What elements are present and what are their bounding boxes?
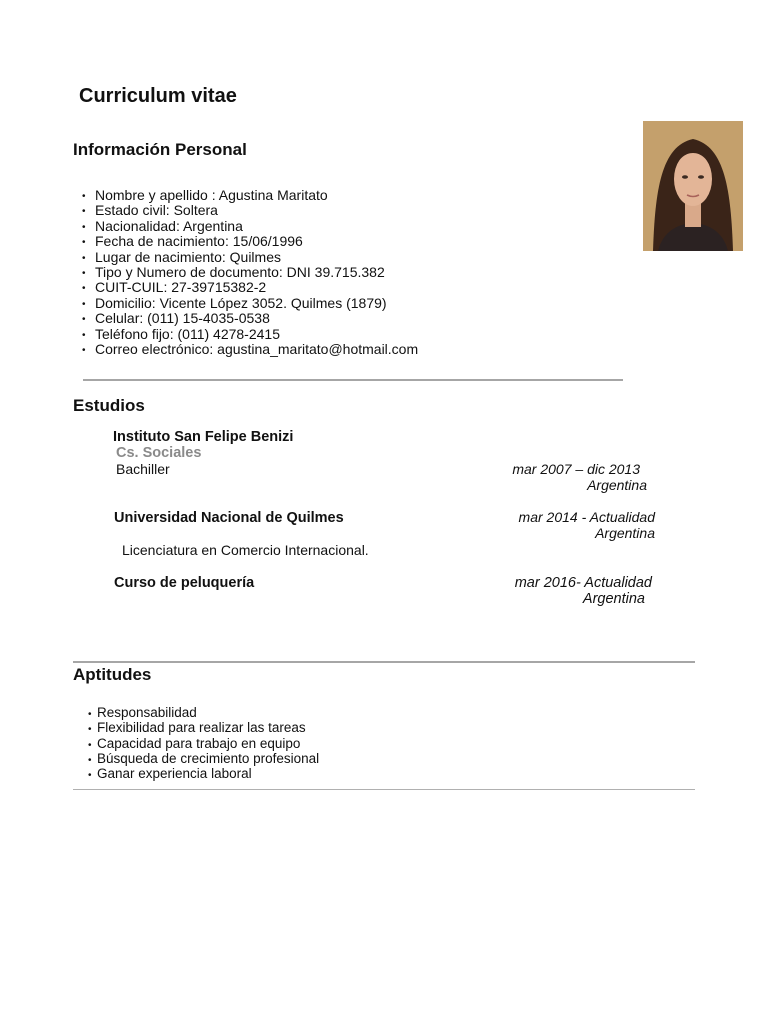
personal-info-list [82,188,418,357]
aptitude-text: Ganar experiencia laboral [97,766,252,782]
list-item [82,311,418,326]
section-divider [73,789,695,790]
list-item [82,342,418,357]
section-heading-estudios: Estudios [73,396,145,415]
bullet: • [82,314,86,326]
bullet: • [82,329,86,341]
study-degree: Bachiller [116,461,170,477]
aptitude-text: Búsqueda de crecimiento profesional [97,750,320,766]
list-item [82,296,418,311]
section-heading-aptitudes: Aptitudes [73,665,152,684]
bullet: • [82,221,86,233]
bullet: • [82,252,86,264]
study-country: Argentina [595,525,655,541]
study-area: Cs. Sociales [116,445,202,461]
bullet: • [88,739,92,751]
study-dates: mar 2016- Actualidad [514,575,652,591]
section-heading-personal: Información Personal [73,140,247,159]
personal-item-text: Celular: (011) 15-4035-0538 [95,310,270,327]
study-country: Argentina [582,591,645,607]
document-title: Curriculum vitae [79,85,237,107]
list-item [88,736,319,751]
personal-item-text: Nombre y apellido : Agustina Maritato [95,187,328,203]
bullet: • [82,237,86,249]
study-institution: Curso de peluquería [114,575,255,591]
list-item [82,250,418,265]
aptitude-text: Capacidad para trabajo en equipo [97,735,301,751]
list-item [88,705,319,720]
study-institution: Instituto San Felipe Benizi [113,429,294,445]
personal-item-text: Domicilio: Vicente López 3052. Quilmes (1879) [95,294,387,311]
profile-photo [643,121,743,251]
list-item [82,265,418,280]
list-item [82,327,418,342]
bullet: • [82,283,86,295]
list-item [88,720,319,735]
section-divider [73,661,695,663]
bullet: • [88,709,92,720]
study-institution: Universidad Nacional de Quilmes [114,510,344,526]
personal-item-text: Correo electrónico: agustina_maritato@hotmail.com [95,340,419,357]
personal-item-text: Estado civil: Soltera [95,202,218,219]
bullet: • [88,754,92,766]
list-item [88,751,319,766]
list-item [82,234,418,249]
aptitude-text: Responsabilidad [97,705,197,720]
portrait-image [643,121,743,251]
personal-item-text: Fecha de nacimiento: 15/06/1996 [95,233,303,250]
list-item [82,203,418,218]
personal-item-text: Nacionalidad: Argentina [95,217,243,234]
personal-item-text: Teléfono fijo: (011) 4278-2415 [95,325,280,342]
list-item [88,766,319,781]
list-item [82,280,418,295]
bullet: • [82,267,86,279]
aptitudes-list [88,705,319,781]
list-item [82,219,418,234]
study-dates: mar 2014 - Actualidad [518,509,655,525]
study-dates: mar 2007 – dic 2013 [512,461,640,477]
aptitude-text: Flexibilidad para realizar las tareas [97,720,306,736]
bullet: • [82,344,86,356]
bullet: • [88,724,92,736]
list-item [82,188,418,203]
bullet: • [82,191,86,202]
study-country: Argentina [587,477,647,493]
bullet: • [82,298,86,310]
section-divider [83,379,623,381]
bullet: • [88,770,92,782]
bullet: • [82,206,86,218]
personal-item-text: CUIT-CUIL: 27-39715382-2 [95,279,267,296]
personal-item-text: Lugar de nacimiento: Quilmes [95,248,281,265]
study-degree: Licenciatura en Comercio Internacional. [122,542,369,558]
personal-item-text: Tipo y Numero de documento: DNI 39.715.382 [95,263,385,280]
